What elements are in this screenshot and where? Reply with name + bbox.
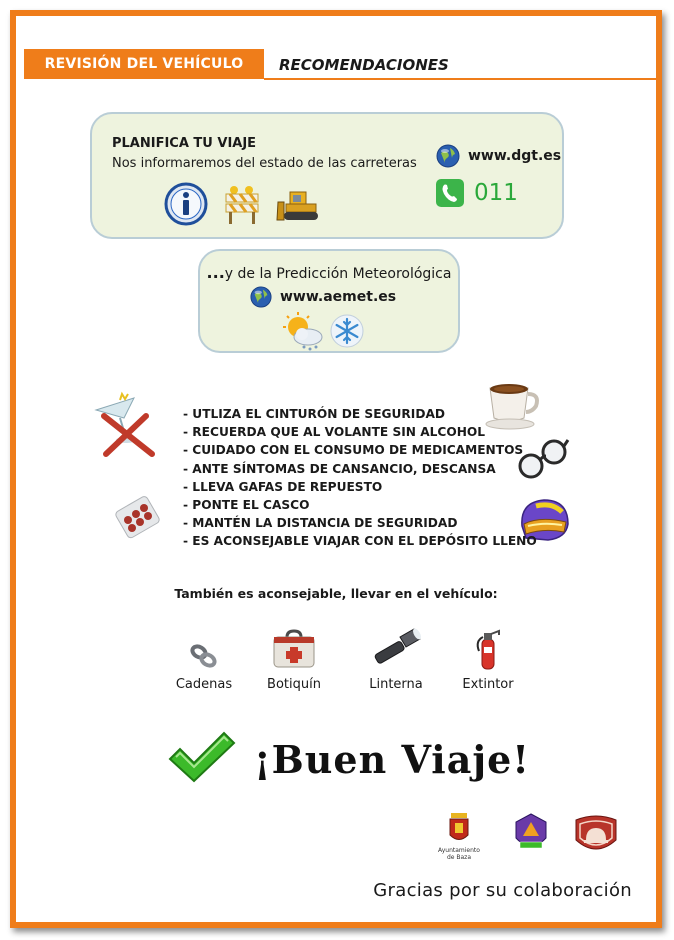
civil-protection-logo [514, 812, 548, 856]
equipment-label: Cadenas [175, 677, 233, 692]
header-tab: REVISIÓN DEL VEHÍCULO [24, 49, 264, 79]
list-item: - ES ACONSEJABLE VIAJAR CON EL DEPÓSITO LLENO [183, 534, 537, 549]
checkmark-icon [166, 729, 236, 785]
list-item: - ANTE SÍNTOMAS DE CANSANCIO, DESCANSA [183, 461, 496, 476]
equipment-item-cadenas [159, 621, 249, 692]
page-title: RECOMENDACIONES [279, 56, 449, 74]
ayuntamiento-logo [448, 811, 470, 845]
sun-cloud-icon [280, 311, 326, 351]
bulldozer-icon [276, 184, 324, 224]
trip-subtitle: Nos informaremos del estado de las carreteras [112, 156, 417, 171]
slogan: ¡Buen Viaje! [254, 737, 530, 782]
globe-icon [250, 286, 272, 308]
roadwork-barrier-icon [222, 182, 262, 226]
info-icon [164, 182, 208, 226]
chain-icon [189, 641, 219, 671]
weather-title: y de la Predicción Meteorológica [224, 266, 452, 282]
fire-extinguisher-icon [473, 627, 503, 671]
list-item: - UTLIZA EL CINTURÓN DE SEGURIDAD [183, 407, 446, 421]
equipment-item-linterna [351, 621, 441, 692]
equipment-title: También es aconsejable, llevar en el vehículo: [174, 586, 498, 601]
weather-title-row [200, 263, 458, 282]
globe-icon [436, 144, 460, 168]
equipment-item-extintor [443, 621, 533, 692]
weather-box [198, 249, 460, 353]
list-item: - CUIDADO CON EL CONSUMO DE MEDICAMENTOS [183, 443, 524, 458]
header-divider [264, 78, 656, 80]
trip-planning-box [90, 112, 564, 239]
weather-icons [280, 311, 364, 351]
phone-icon [436, 179, 464, 207]
equipment-item-botiquin [249, 621, 339, 692]
advice-list [183, 405, 537, 551]
phone-row [436, 179, 518, 207]
list-item: - LLEVA GAFAS DE REPUESTO [183, 479, 383, 494]
phone-number[interactable]: 011 [474, 180, 518, 206]
equipment-label: Extintor [462, 677, 514, 692]
list-item: - PONTE EL CASCO [183, 498, 310, 513]
dgt-website-row [436, 144, 561, 168]
ellipsis: ... [206, 263, 225, 282]
no-alcohol-icon [90, 388, 160, 458]
trip-icons [164, 182, 324, 226]
equipment-label: Linterna [369, 677, 423, 692]
fire-brigade-logo [572, 814, 620, 856]
list-item: - RECUERDA QUE AL VOLANTE SIN ALCOHOL [183, 425, 486, 440]
pills-icon [114, 494, 162, 542]
thanks-text: Gracias por su colaboración [373, 880, 632, 901]
trip-title: PLANIFICA TU VIAJE [112, 136, 257, 151]
ayuntamiento-caption: Ayuntamiento de Baza [438, 847, 480, 861]
first-aid-kit-icon [271, 629, 317, 671]
aemet-website-row [250, 286, 396, 308]
dgt-website-link[interactable]: www.dgt.es [468, 148, 562, 164]
list-item: - MANTÉN LA DISTANCIA DE SEGURIDAD [183, 516, 458, 531]
snowflake-icon [330, 314, 364, 348]
equipment-label: Botiquín [267, 677, 321, 692]
flashlight-icon [370, 625, 422, 671]
aemet-website-link[interactable]: www.aemet.es [280, 289, 397, 305]
page-frame [10, 10, 662, 928]
